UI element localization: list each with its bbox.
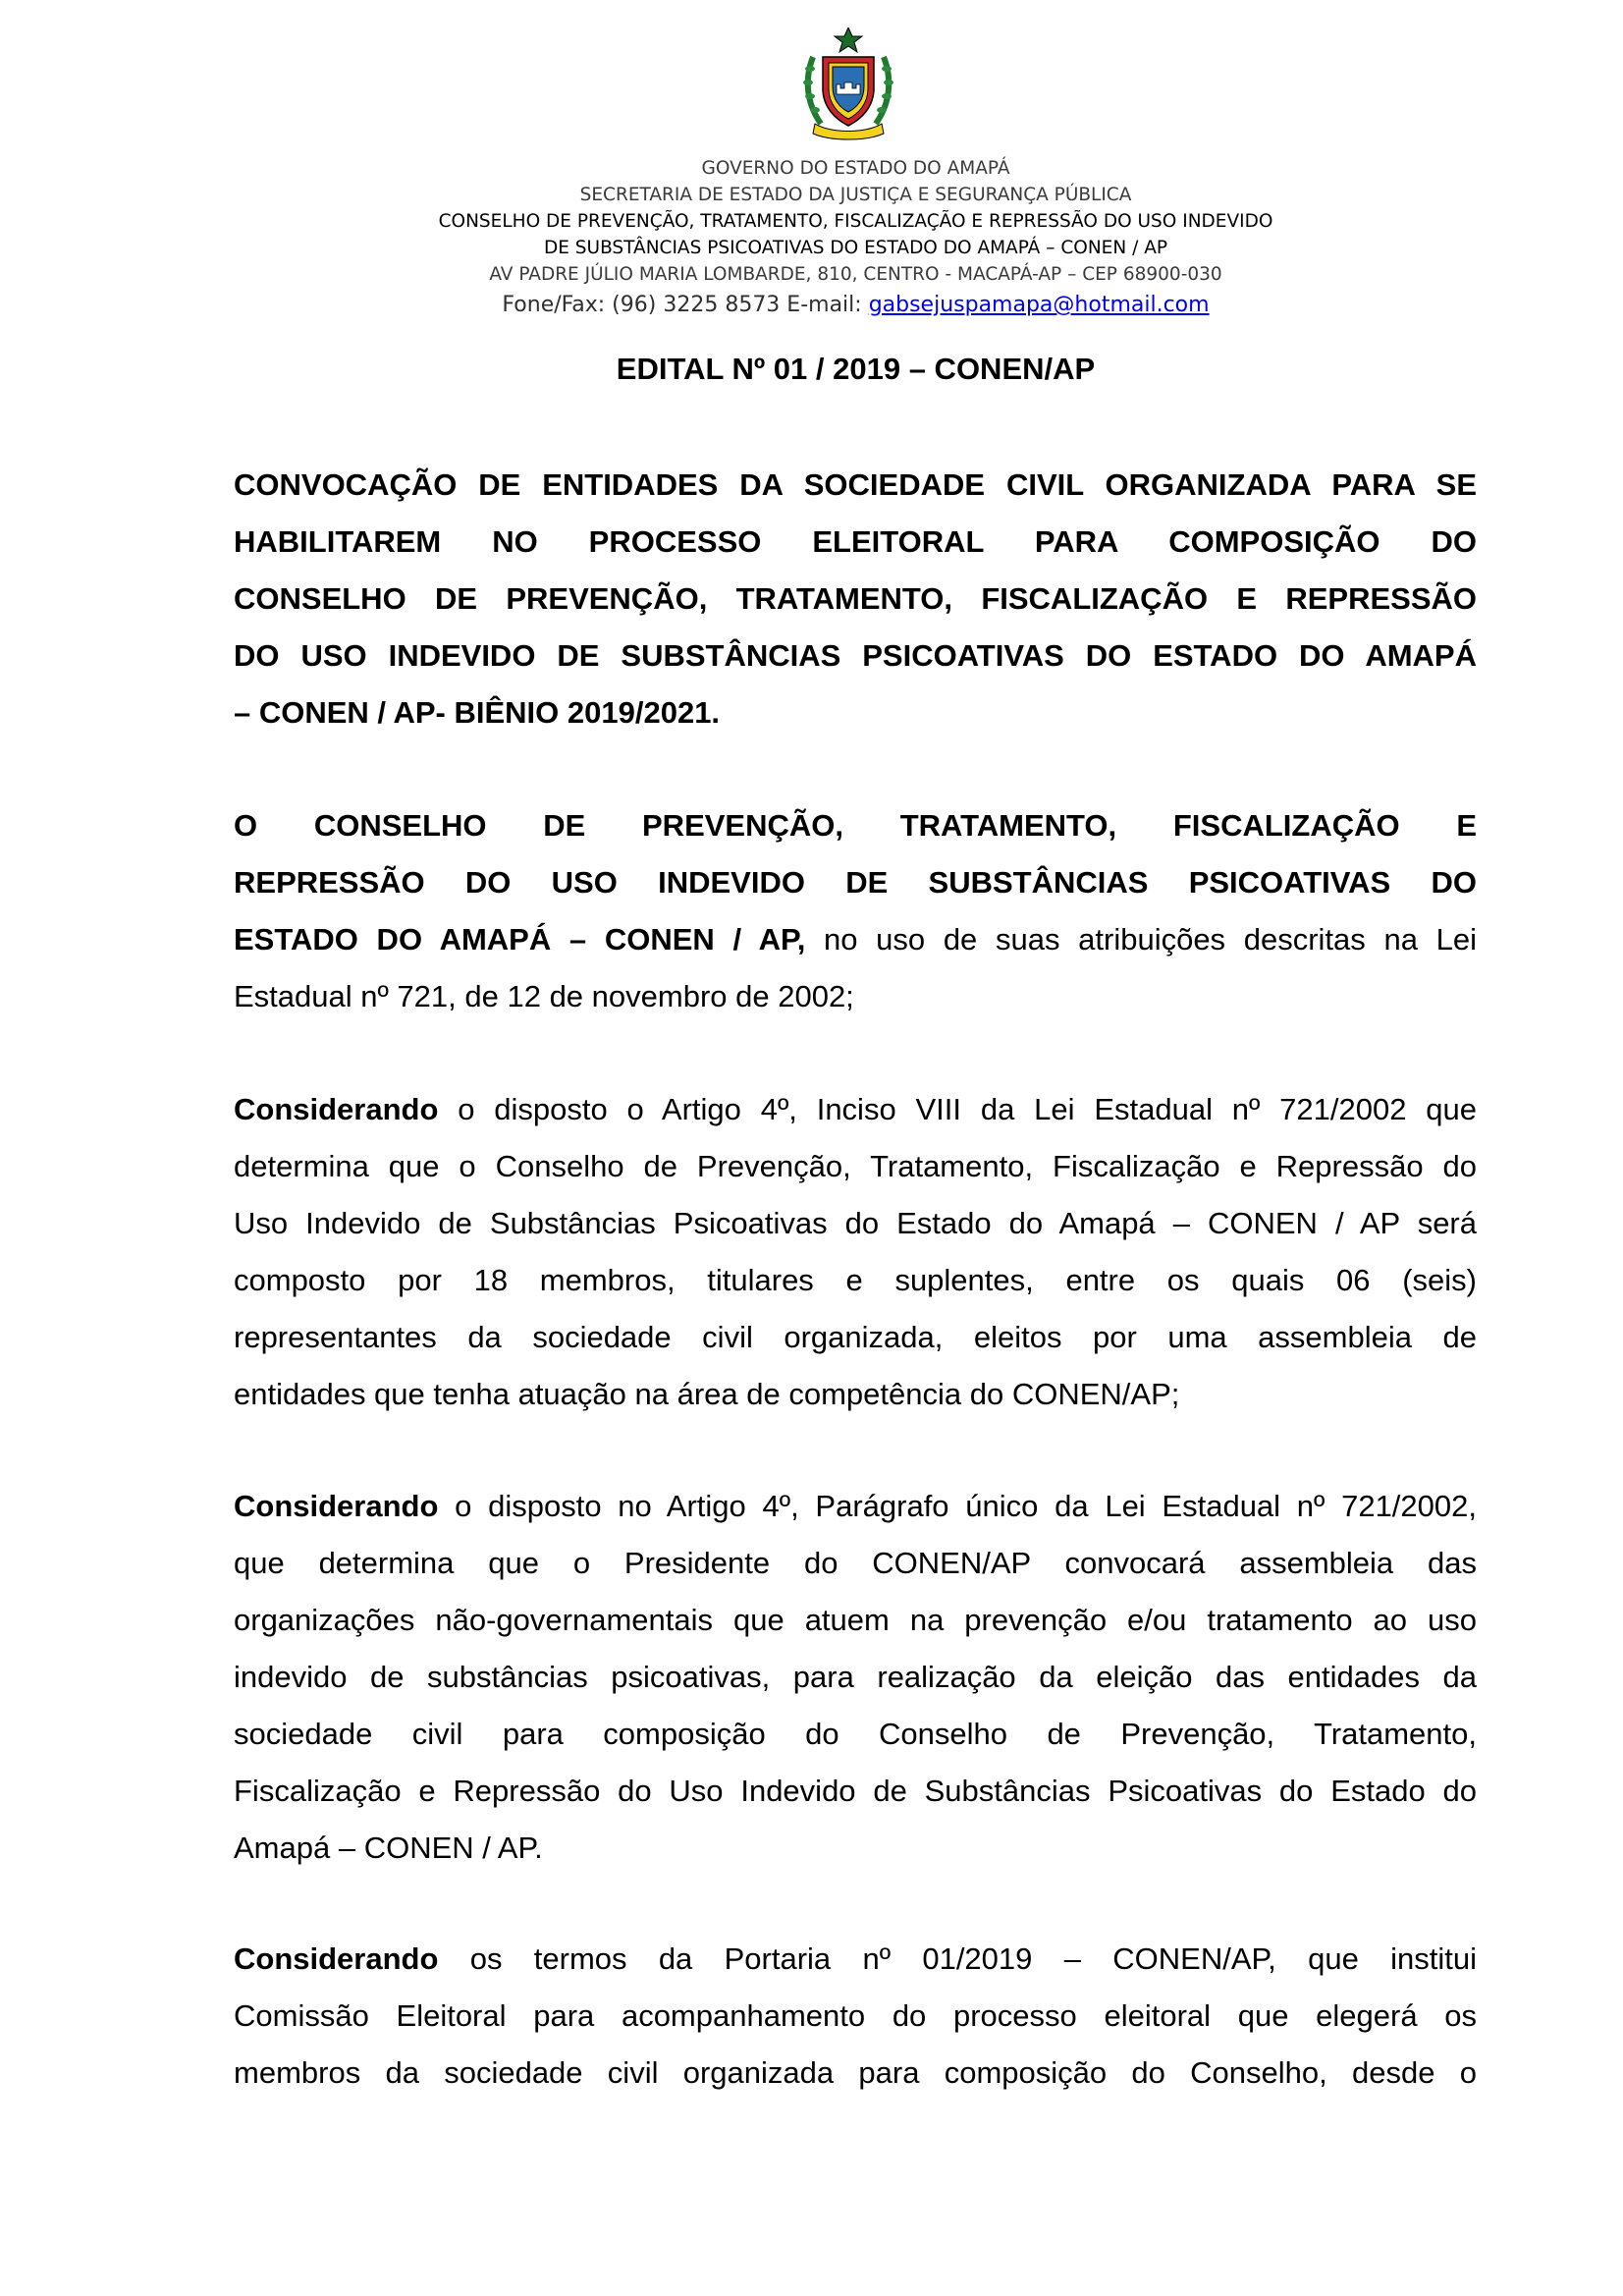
preamble-council-name: ESTADO DO AMAPÁ – CONEN / AP, — [234, 922, 806, 957]
paragraph-line — [234, 1081, 1477, 1138]
paragraph-line: que determina que o Presidente do CONEN/AP convocará assembleia das — [234, 1546, 1477, 1580]
paragraph-line: sociedade civil para composição do Conselho de Prevenção, Tratamento, — [234, 1717, 1477, 1751]
considerando-paragraph-3 — [234, 1931, 1477, 2102]
considerando-paragraph-1 — [234, 1081, 1477, 1423]
preamble-paragraph — [234, 797, 1477, 1025]
ementa-line: DO USO INDEVIDO DE SUBSTÂNCIAS PSICOATIVAS DO ESTADO DO AMAPÁ — [234, 638, 1477, 673]
preamble-line: Estadual nº 721, de 12 de novembro de 2002; — [234, 979, 854, 1013]
paragraph-line: determina que o Conselho de Prevenção, Tratamento, Fiscalização e Repressão do — [234, 1149, 1477, 1183]
considerando-label: Considerando — [234, 1941, 439, 1976]
preamble-line — [234, 911, 1477, 968]
paragraph-line: composto por 18 membros, titulares e suplentes, entre os quais 06 (seis) — [234, 1263, 1477, 1297]
paragraph-line: representantes da sociedade civil organizada, eleitos por uma assembleia de — [234, 1320, 1477, 1354]
preamble-line: O CONSELHO DE PREVENÇÃO, TRATAMENTO, FISCALIZAÇÃO E — [234, 808, 1477, 843]
header-email-link[interactable]: gabsejuspamapa@hotmail.com — [868, 293, 1210, 317]
header-council-line2: DE SUBSTÂNCIAS PSICOATIVAS DO ESTADO DO AMAPÁ – CONEN / AP — [543, 238, 1168, 258]
paragraph-text: o disposto no Artigo 4º, Parágrafo único da Lei Estadual nº 721/2002, — [438, 1489, 1477, 1523]
paragraph-line: membros da sociedade civil organizada para composição do Conselho, desde o — [234, 2055, 1477, 2090]
header-secretariat: SECRETARIA DE ESTADO DA JUSTIÇA E SEGURANÇA PÚBLICA — [579, 185, 1132, 205]
paragraph-text: os termos da Portaria nº 01/2019 – CONEN/AP, que institui — [438, 1941, 1477, 1976]
coat-of-arms-icon — [801, 27, 895, 143]
header-government: GOVERNO DO ESTADO DO AMAPÁ — [701, 158, 1010, 179]
paragraph-line: Comissão Eleitoral para acompanhamento do processo eleitoral que elegerá os — [234, 1998, 1477, 2033]
preamble-line: REPRESSÃO DO USO INDEVIDO DE SUBSTÂNCIAS PSICOATIVAS DO — [234, 865, 1477, 900]
ementa-line: CONVOCAÇÃO DE ENTIDADES DA SOCIEDADE CIVIL ORGANIZADA PARA SE — [234, 467, 1477, 502]
paragraph-line — [234, 1478, 1477, 1535]
document-title: EDITAL Nº 01 / 2019 – CONEN/AP — [616, 352, 1096, 386]
ementa-line: – CONEN / AP- BIÊNIO 2019/2021. — [234, 695, 721, 730]
paragraph-line — [234, 1931, 1477, 1988]
header-address: AV PADRE JÚLIO MARIA LOMBARDE, 810, CENTRO - MACAPÁ-AP – CEP 68900-030 — [489, 264, 1222, 285]
header-phone: Fone/Fax: (96) 3225 8573 E-mail: — [502, 293, 869, 317]
paragraph-line: entidades que tenha atuação na área de competência do CONEN/AP; — [234, 1377, 1180, 1411]
paragraph-text: o disposto o Artigo 4º, Inciso VIII da Lei Estadual nº 721/2002 que — [438, 1092, 1477, 1126]
considerando-label: Considerando — [234, 1489, 439, 1523]
ementa-line: CONSELHO DE PREVENÇÃO, TRATAMENTO, FISCALIZAÇÃO E REPRESSÃO — [234, 581, 1477, 616]
considerando-paragraph-2 — [234, 1478, 1477, 1877]
considerando-label: Considerando — [234, 1092, 439, 1126]
letterhead — [0, 155, 1623, 323]
paragraph-line: Uso Indevido de Substâncias Psicoativas do Estado do Amapá – CONEN / AP será — [234, 1206, 1477, 1240]
ementa-line: HABILITAREM NO PROCESSO ELEITORAL PARA COMPOSIÇÃO DO — [234, 524, 1477, 559]
paragraph-line: indevido de substâncias psicoativas, para realização da eleição das entidades da — [234, 1660, 1477, 1694]
paragraph-line: Amapá – CONEN / AP. — [234, 1831, 543, 1865]
paragraph-line: Fiscalização e Repressão do Uso Indevido de Substâncias Psicoativas do Estado do — [234, 1774, 1477, 1808]
header-council-line1: CONSELHO DE PREVENÇÃO, TRATAMENTO, FISCALIZAÇÃO E REPRESSÃO DO USO INDEVIDO — [438, 211, 1273, 232]
preamble-text: no uso de suas atribuições descritas na Lei — [805, 922, 1477, 957]
header-contact — [0, 288, 1623, 323]
paragraph-line: organizações não-governamentais que atuem na prevenção e/ou tratamento ao uso — [234, 1603, 1477, 1637]
ementa-paragraph — [234, 457, 1477, 741]
